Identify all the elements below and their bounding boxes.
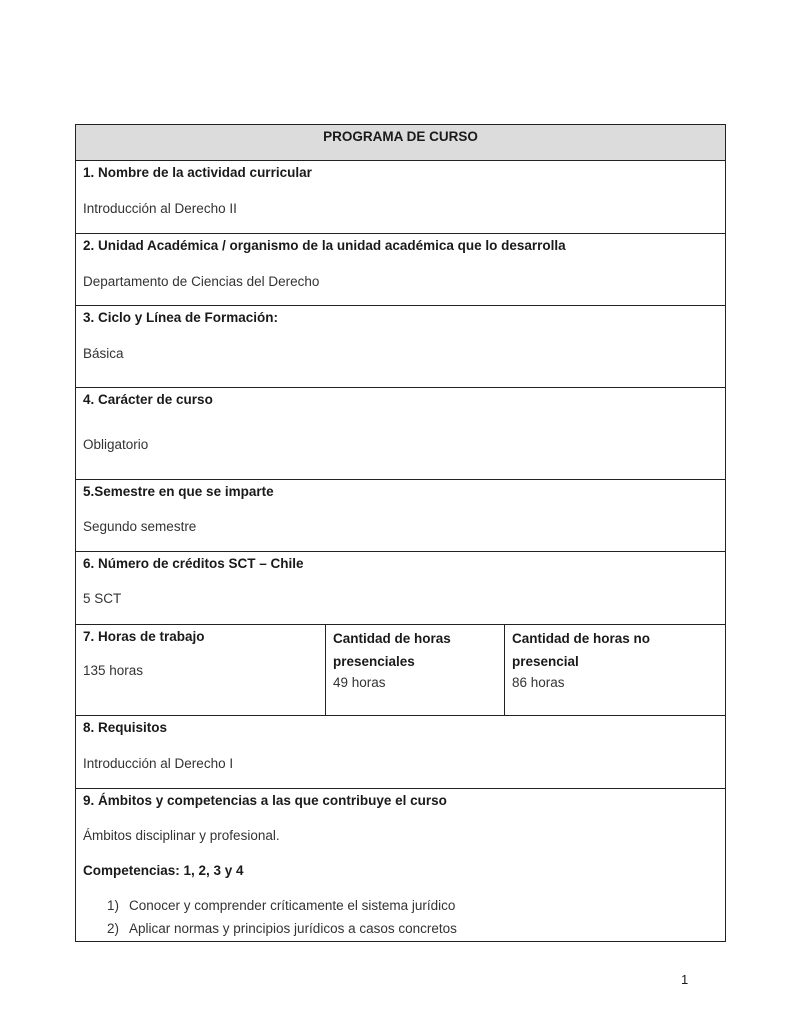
list-item xyxy=(83,917,718,940)
section-1-heading: 1. Nombre de la actividad curricular xyxy=(83,165,312,180)
section-7-no-presencial-cell xyxy=(505,625,726,716)
document-title: PROGRAMA DE CURSO xyxy=(323,129,478,144)
section-6-heading: 6. Número de créditos SCT – Chile xyxy=(83,556,304,571)
section-9 xyxy=(76,789,726,942)
section-9-heading: 9. Ámbitos y competencias a las que contribuye el curso xyxy=(83,793,447,808)
section-1-value: Introducción al Derecho II xyxy=(83,201,237,216)
section-4 xyxy=(76,388,726,480)
section-8-heading: 8. Requisitos xyxy=(83,720,168,735)
no-presencial-heading: Cantidad de horas no presencial xyxy=(512,631,651,669)
presencial-heading: Cantidad de horas presenciales xyxy=(333,631,451,669)
section-3-value: Básica xyxy=(83,346,124,361)
no-presencial-value: 86 horas xyxy=(512,675,565,690)
section-5-heading: 5.Semestre en que se imparte xyxy=(83,484,274,499)
section-3-heading: 3. Ciclo y Línea de Formación: xyxy=(83,310,279,325)
section-4-value: Obligatorio xyxy=(83,437,149,452)
list-item-number: 2) xyxy=(107,921,120,936)
competencias-heading: Competencias: 1, 2, 3 y 4 xyxy=(83,863,244,878)
section-8 xyxy=(76,716,726,789)
section-7-hours-cell xyxy=(76,625,326,716)
table-title-cell xyxy=(76,125,726,161)
course-program-table xyxy=(75,124,726,942)
section-3 xyxy=(76,306,726,388)
presencial-value: 49 horas xyxy=(333,675,386,690)
section-6-value: 5 SCT xyxy=(83,591,122,606)
section-2 xyxy=(76,234,726,306)
page-number: 1 xyxy=(681,972,689,987)
section-2-value: Departamento de Ciencias del Derecho xyxy=(83,274,320,289)
section-8-value: Introducción al Derecho I xyxy=(83,756,234,771)
section-2-heading: 2. Unidad Académica / organismo de la unidad académica que lo desarrolla xyxy=(83,238,566,253)
section-5 xyxy=(76,480,726,552)
list-item-text: Conocer y comprender críticamente el sistema jurídico xyxy=(129,898,456,913)
list-item-number: 1) xyxy=(107,898,120,913)
section-4-heading: 4. Carácter de curso xyxy=(83,392,213,407)
section-7-value: 135 horas xyxy=(83,663,144,678)
section-6 xyxy=(76,552,726,625)
section-9-ambitos: Ámbitos disciplinar y profesional. xyxy=(83,828,280,843)
section-5-value: Segundo semestre xyxy=(83,519,197,534)
competencias-list xyxy=(83,894,718,940)
section-7-heading: 7. Horas de trabajo xyxy=(83,629,205,644)
list-item-text: Aplicar normas y principios jurídicos a casos concretos xyxy=(129,921,457,936)
section-7-presencial-cell xyxy=(326,625,505,716)
list-item xyxy=(83,894,718,917)
section-1 xyxy=(76,161,726,234)
